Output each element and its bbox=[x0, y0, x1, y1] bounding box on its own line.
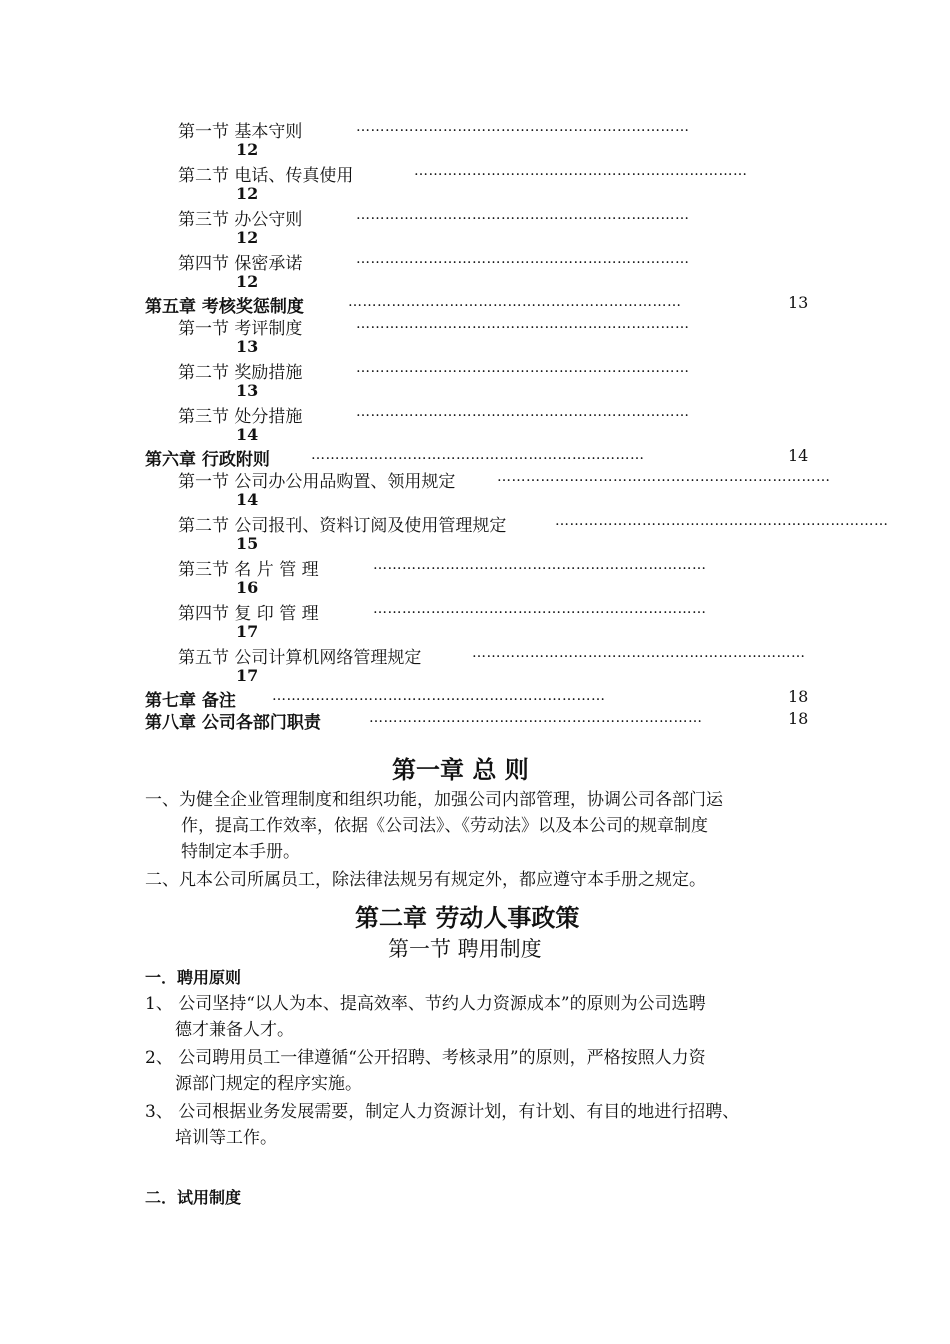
toc-ch5-s1-title[interactable]: 第一节 考评制度 bbox=[178, 319, 303, 339]
toc-leader-dots: …………………………………………………………… bbox=[555, 513, 889, 529]
toc-ch6-s5-page: 17 bbox=[236, 666, 259, 685]
chapter1-para1-line1: 一、为健全企业管理制度和组织功能，加强公司内部管理，协调公司各部门运 bbox=[145, 790, 723, 810]
toc-ch6-s2-page: 15 bbox=[236, 534, 259, 553]
toc-ch6-s4-page: 17 bbox=[236, 622, 259, 641]
list-item-1-line2: 德才兼备人才。 bbox=[175, 1020, 294, 1040]
toc-ch5-s2-page: 13 bbox=[236, 381, 259, 400]
chapter1-para2: 二、凡本公司所属员工，除法律法规另有规定外，都应遵守本手册之规定。 bbox=[145, 870, 706, 890]
toc-leader-dots: …………………………………………………………… bbox=[272, 688, 606, 704]
toc-ch7-title[interactable]: 第七章 备注 bbox=[145, 691, 236, 711]
toc-leader-dots: …………………………………………………………… bbox=[356, 360, 690, 376]
toc-ch5-title[interactable]: 第五章 考核奖惩制度 bbox=[145, 297, 304, 317]
toc-leader-dots: …………………………………………………………… bbox=[373, 557, 707, 573]
toc-leader-dots: …………………………………………………………… bbox=[356, 316, 690, 332]
subheading-hiring-principles: 一．聘用原则 bbox=[145, 968, 242, 987]
chapter1-heading: 第一章 总 则 bbox=[392, 756, 529, 784]
toc-ch5-s1-page: 13 bbox=[236, 337, 259, 356]
toc-ch5-s3-page: 14 bbox=[236, 425, 259, 444]
toc-ch4-s3-page: 12 bbox=[236, 228, 259, 247]
toc-ch6-s1-page: 14 bbox=[236, 490, 259, 509]
toc-ch4-s1-page: 12 bbox=[236, 140, 259, 159]
list-item-1-line1: 1、 公司坚持“以人为本、提高效率、节约人力资源成本”的原则为公司选聘 bbox=[145, 994, 706, 1014]
list-item-3-line2: 培训等工作。 bbox=[175, 1128, 277, 1148]
toc-ch5-s2-title[interactable]: 第二节 奖励措施 bbox=[178, 363, 303, 383]
toc-leader-dots: …………………………………………………………… bbox=[348, 294, 682, 310]
toc-ch4-s2-title[interactable]: 第二节 电话、传真使用 bbox=[178, 166, 354, 186]
toc-leader-dots: …………………………………………………………… bbox=[414, 163, 748, 179]
list-item-3-line1: 3、 公司根据业务发展需要，制定人力资源计划，有计划、有目的地进行招聘、 bbox=[145, 1102, 740, 1122]
subheading-probation: 二．试用制度 bbox=[145, 1188, 242, 1207]
chapter2-section-heading: 第一节 聘用制度 bbox=[388, 937, 542, 961]
toc-ch6-s3-title[interactable]: 第三节 名 片 管 理 bbox=[178, 560, 319, 580]
toc-ch6-title[interactable]: 第六章 行政附则 bbox=[145, 450, 270, 470]
toc-ch6-s1-title[interactable]: 第一节 公司办公用品购置、领用规定 bbox=[178, 472, 456, 492]
toc-ch5-page: 13 bbox=[788, 293, 809, 312]
toc-ch4-s2-page: 12 bbox=[236, 184, 259, 203]
toc-ch8-title[interactable]: 第八章 公司各部门职责 bbox=[145, 713, 321, 733]
toc-ch6-s4-title[interactable]: 第四节 复 印 管 理 bbox=[178, 604, 319, 624]
chapter1-para1-line3: 特制定本手册。 bbox=[181, 842, 300, 862]
toc-ch6-page: 14 bbox=[788, 446, 809, 465]
toc-leader-dots: …………………………………………………………… bbox=[356, 119, 690, 135]
toc-leader-dots: …………………………………………………………… bbox=[369, 710, 703, 726]
toc-ch4-s3-title[interactable]: 第三节 办公守则 bbox=[178, 210, 303, 230]
toc-ch8-page: 18 bbox=[788, 709, 809, 728]
toc-leader-dots: …………………………………………………………… bbox=[472, 645, 806, 661]
toc-ch6-s3-page: 16 bbox=[236, 578, 259, 597]
toc-leader-dots: …………………………………………………………… bbox=[356, 207, 690, 223]
toc-leader-dots: …………………………………………………………… bbox=[356, 404, 690, 420]
toc-ch6-s2-title[interactable]: 第二节 公司报刊、资料订阅及使用管理规定 bbox=[178, 516, 507, 536]
toc-leader-dots: …………………………………………………………… bbox=[497, 469, 831, 485]
toc-ch4-s4-title[interactable]: 第四节 保密承诺 bbox=[178, 254, 303, 274]
toc-ch5-s3-title[interactable]: 第三节 处分措施 bbox=[178, 407, 303, 427]
toc-leader-dots: …………………………………………………………… bbox=[373, 601, 707, 617]
toc-ch7-page: 18 bbox=[788, 687, 809, 706]
list-item-2-line2: 源部门规定的程序实施。 bbox=[175, 1074, 362, 1094]
chapter1-para1-line2: 作，提高工作效率，依据《公司法》、《劳动法》以及本公司的规章制度 bbox=[181, 816, 708, 836]
toc-ch4-s1-title[interactable]: 第一节 基本守则 bbox=[178, 122, 303, 142]
toc-leader-dots: …………………………………………………………… bbox=[356, 251, 690, 267]
toc-ch4-s4-page: 12 bbox=[236, 272, 259, 291]
toc-ch6-s5-title[interactable]: 第五节 公司计算机网络管理规定 bbox=[178, 648, 422, 668]
chapter2-heading: 第二章 劳动人事政策 bbox=[355, 904, 580, 932]
list-item-2-line1: 2、 公司聘用员工一律遵循“公开招聘、考核录用”的原则，严格按照人力资 bbox=[145, 1048, 706, 1068]
toc-leader-dots: …………………………………………………………… bbox=[311, 447, 645, 463]
